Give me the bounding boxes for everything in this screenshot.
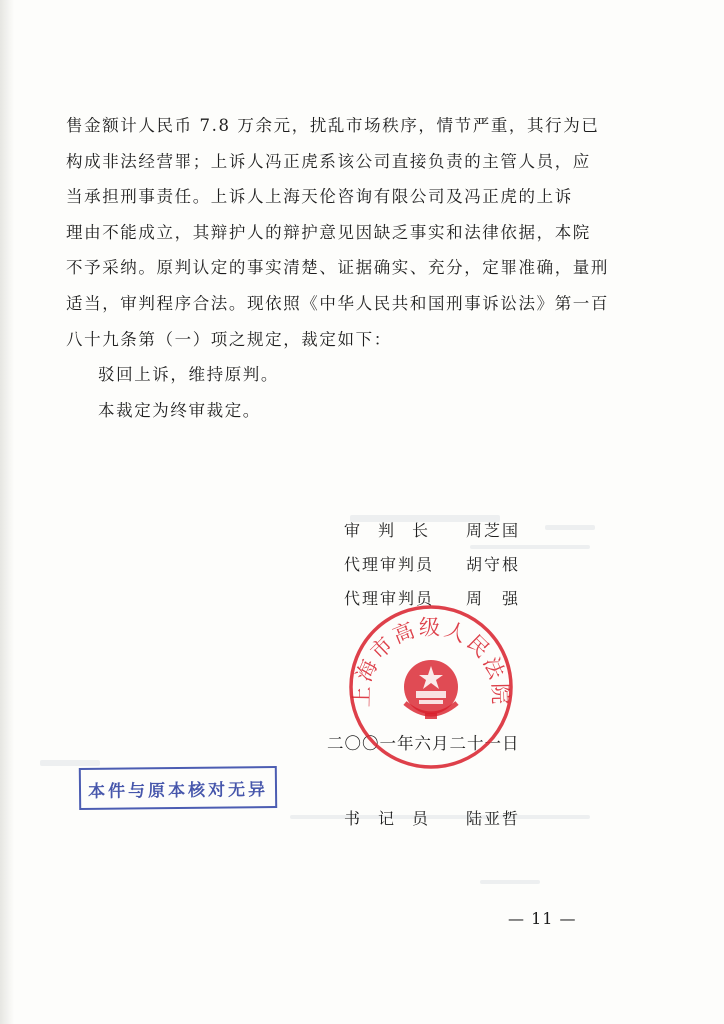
signature-name: 周强 [466,589,539,608]
body-line: 八十九条第（一）项之规定，裁定如下： [66,329,392,349]
signature-name: 陆亚哲 [466,809,521,828]
body-line: 适当，审判程序合法。现依照《中华人民共和国刑事诉讼法》第一百 [66,293,609,313]
body-line: 当承担刑事责任。上诉人上海天伦咨询有限公司及冯正虎的上诉 [66,187,573,207]
signature-role: 代理审判员 [344,589,435,608]
signature-role: 书记员 [344,809,447,828]
signature-presiding-judge [344,518,520,541]
signature-role: 代理审判员 [344,555,435,574]
court-seal-icon [347,603,515,771]
svg-text:上海市高级人民法院: 上海市高级人民法院 [349,615,513,708]
bleed-through-mark [480,880,540,884]
body-line: 构成非法经营罪；上诉人冯正虎系该公司直接负责的主管人员，应 [66,151,591,171]
scan-shadow-edge [0,0,14,1024]
signature-name: 胡守根 [466,555,521,574]
bleed-through-mark [545,525,595,530]
page-number: — 11 — [508,909,577,928]
signature-name: 周芝国 [466,521,521,540]
judgment-date: 二〇〇一年六月二十一日 [327,734,520,753]
signature-clerk [344,806,520,829]
ruling-line: 本裁定为终审裁定。 [98,400,261,420]
body-line: 理由不能成立，其辩护人的辩护意见因缺乏事实和法律依据，本院 [66,222,591,242]
verification-stamp: 本件与原本核对无异 [79,766,277,810]
ruling-line: 驳回上诉，维持原判。 [98,365,279,385]
bleed-through-mark [470,545,590,549]
signature-acting-judge-1 [344,552,520,575]
body-line: 售金额计人民币 7.8 万余元，扰乱市场秩序，情节严重，其行为已 [66,116,600,135]
signature-role: 审判长 [344,521,447,540]
body-line: 不予采纳。原判认定的事实清楚、证据确实、充分，定罪准确，量刑 [66,258,609,278]
bleed-through-mark [40,760,100,766]
judgment-body [66,108,626,428]
